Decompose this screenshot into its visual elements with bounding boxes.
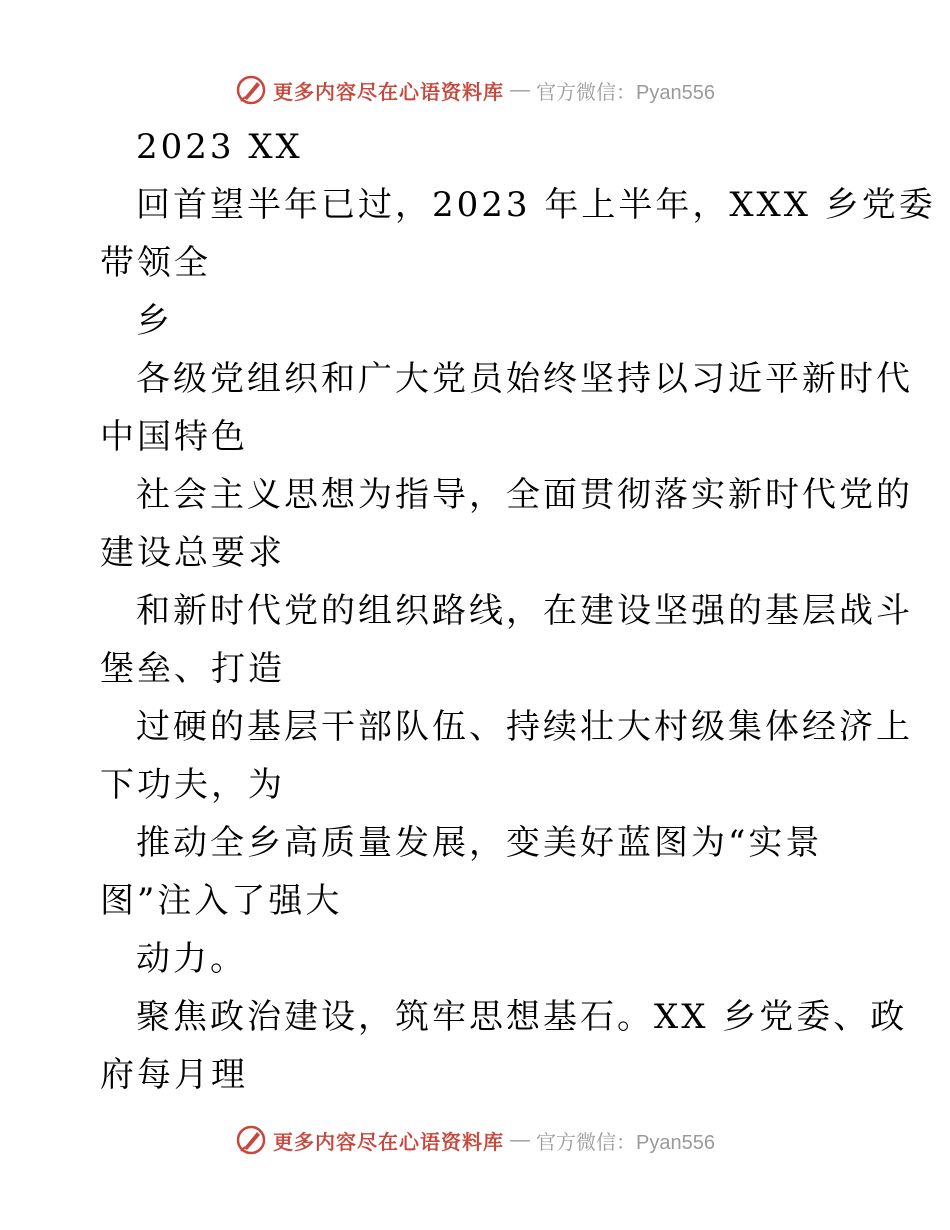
text-line: 聚焦政治建设，筑牢思想基石。XX 乡党委、政 [136, 997, 908, 1037]
text-line: 中国特色 [100, 417, 248, 457]
text-line: 各级党组织和广大党员始终坚持以习近平新时代 [136, 359, 913, 399]
header-separator: — [510, 78, 531, 101]
header-watermark [0, 70, 950, 110]
text-line: 府每月理 [100, 1055, 248, 1095]
text-line: 社会主义思想为指导，全面贯彻落实新时代党的 [136, 475, 913, 515]
footer-watermark [0, 1120, 950, 1160]
text-line: 建设总要求 [100, 533, 285, 573]
text-line: 带领全 [100, 243, 211, 283]
text-line: 乡 [136, 301, 173, 341]
text-line: 推动全乡高质量发展，变美好蓝图为“实景 [136, 823, 823, 863]
text-line: 堡垒、打造 [100, 649, 285, 689]
text-line: 和新时代党的组织路线，在建设坚强的基层战斗 [136, 591, 913, 631]
footer-separator: — [510, 1128, 531, 1151]
header-wechat-text: 官方微信：Pyan556 [536, 81, 715, 104]
document-body [100, 118, 936, 1104]
text-line: 图”注入了强大 [100, 881, 343, 921]
header-brand-text: 更多内容尽在心语资料库 [273, 79, 505, 104]
text-line: 2023 XX [136, 127, 303, 167]
footer-wechat-text: 官方微信：Pyan556 [536, 1131, 715, 1154]
quill-pen-icon [235, 74, 267, 106]
text-line: 过硬的基层干部队伍、持续壮大村级集体经济上 [136, 707, 913, 747]
footer-brand-text: 更多内容尽在心语资料库 [273, 1129, 505, 1154]
text-line: 动力。 [136, 939, 247, 979]
text-line: 回首望半年已过，2023 年上半年，XXX 乡党委 [136, 185, 936, 225]
text-line: 下功夫，为 [100, 765, 285, 805]
quill-pen-icon [235, 1124, 267, 1156]
